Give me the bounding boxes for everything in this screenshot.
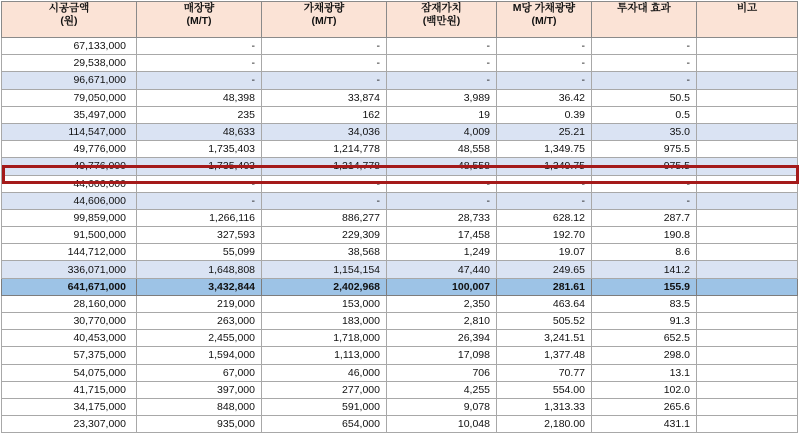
minable-amount-cell[interactable]: 183,000 [262,313,387,330]
minable-per-meter-cell[interactable]: 192.70 [497,227,592,244]
remarks-cell[interactable] [697,141,798,158]
remarks-cell[interactable] [697,278,798,295]
minable-amount-cell[interactable]: - [262,175,387,192]
minable-per-meter-cell[interactable]: - [497,175,592,192]
table-row [2,141,798,158]
reserves-cell[interactable]: 327,593 [137,227,262,244]
construction-cost-cell[interactable]: 49,776,000 [2,141,137,158]
remarks-cell[interactable] [697,192,798,209]
total-row [2,278,798,295]
potential-value-cell[interactable]: 4,009 [387,123,497,140]
investment-effect-cell[interactable]: 431.1 [592,416,697,433]
reserves-cell[interactable]: 3,432,844 [137,278,262,295]
construction-cost-cell[interactable]: 30,770,000 [2,313,137,330]
table-row [2,227,798,244]
reserves-cell[interactable]: - [137,38,262,55]
investment-effect-cell[interactable]: 35.0 [592,123,697,140]
minable-amount-cell[interactable]: 591,000 [262,398,387,415]
minable-per-meter-cell[interactable]: 2,180.00 [497,416,592,433]
reserves-cell[interactable]: 1,735,403 [137,158,262,175]
remarks-cell[interactable] [697,330,798,347]
minable-amount-cell[interactable]: 1,214,778 [262,158,387,175]
potential-value-cell[interactable]: 17,098 [387,347,497,364]
potential-value-cell[interactable]: - [387,175,497,192]
minable-amount-cell[interactable]: 2,402,968 [262,278,387,295]
table-row [2,313,798,330]
potential-value-cell[interactable]: - [387,38,497,55]
table-row [2,416,798,433]
construction-cost-cell[interactable]: 28,160,000 [2,295,137,312]
data-table [1,1,798,433]
minable-amount-cell[interactable]: 1,214,778 [262,141,387,158]
minable-amount-cell[interactable]: 229,309 [262,227,387,244]
potential-value-cell[interactable]: - [387,192,497,209]
construction-cost-cell[interactable]: 79,050,000 [2,89,137,106]
investment-effect-cell[interactable]: 975.5 [592,158,697,175]
table-row [2,106,798,123]
construction-cost-cell[interactable]: 641,671,000 [2,278,137,295]
table-row [2,123,798,140]
remarks-cell[interactable] [697,416,798,433]
table-row [2,295,798,312]
construction-cost-cell[interactable]: 54,075,000 [2,364,137,381]
construction-cost-cell[interactable]: 44,606,000 [2,192,137,209]
minable-per-meter-cell[interactable]: 25.21 [497,123,592,140]
minable-per-meter-cell[interactable]: 1,349.75 [497,141,592,158]
reserves-cell[interactable]: 48,633 [137,123,262,140]
reserves-cell[interactable]: 1,594,000 [137,347,262,364]
investment-effect-cell[interactable]: - [592,192,697,209]
header-remarks: 비고 [697,2,798,38]
minable-amount-cell[interactable]: 1,113,000 [262,347,387,364]
reserves-cell[interactable]: 1,648,808 [137,261,262,278]
potential-value-cell[interactable]: 48,558 [387,141,497,158]
remarks-cell[interactable] [697,158,798,175]
construction-cost-cell[interactable]: 99,859,000 [2,209,137,226]
reserves-cell[interactable]: - [137,192,262,209]
reserves-cell[interactable]: 848,000 [137,398,262,415]
reserves-cell[interactable]: - [137,175,262,192]
investment-effect-cell[interactable]: 0.5 [592,106,697,123]
remarks-cell[interactable] [697,55,798,72]
reserves-cell[interactable]: 67,000 [137,364,262,381]
remarks-cell[interactable] [697,244,798,261]
investment-effect-cell[interactable]: 975.5 [592,141,697,158]
table-row [2,347,798,364]
reserves-cell[interactable]: 2,455,000 [137,330,262,347]
reserves-cell[interactable]: 397,000 [137,381,262,398]
remarks-cell[interactable] [697,175,798,192]
investment-effect-cell[interactable]: 83.5 [592,295,697,312]
table-row [2,244,798,261]
investment-effect-cell[interactable]: 190.8 [592,227,697,244]
table-row [2,89,798,106]
header-minable-per-meter: M당 가채광량 (M/T) [497,2,592,38]
construction-cost-cell[interactable]: 96,671,000 [2,72,137,89]
minable-per-meter-cell[interactable]: 36.42 [497,89,592,106]
remarks-cell[interactable] [697,123,798,140]
construction-cost-cell[interactable]: 114,547,000 [2,123,137,140]
table-row [2,398,798,415]
remarks-cell[interactable] [697,313,798,330]
minable-amount-cell[interactable]: 277,000 [262,381,387,398]
minable-amount-cell[interactable]: - [262,192,387,209]
reserves-cell[interactable]: 235 [137,106,262,123]
minable-per-meter-cell[interactable]: - [497,192,592,209]
table-row [2,381,798,398]
table-row [2,261,798,278]
reserves-cell[interactable]: 1,266,116 [137,209,262,226]
construction-cost-cell[interactable]: 336,071,000 [2,261,137,278]
remarks-cell[interactable] [697,227,798,244]
remarks-cell[interactable] [697,398,798,415]
minable-amount-cell[interactable]: 46,000 [262,364,387,381]
minable-per-meter-cell[interactable]: 3,241.51 [497,330,592,347]
investment-effect-cell[interactable]: 102.0 [592,381,697,398]
header-reserves: 매장량 (M/T) [137,2,262,38]
construction-cost-cell[interactable]: 49,776,000 [2,158,137,175]
reserves-cell[interactable]: 1,735,403 [137,141,262,158]
reserves-cell[interactable]: - [137,55,262,72]
investment-effect-cell[interactable]: - [592,175,697,192]
reserves-cell[interactable]: 55,099 [137,244,262,261]
remarks-cell[interactable] [697,38,798,55]
construction-cost-cell[interactable]: 34,175,000 [2,398,137,415]
investment-effect-cell[interactable]: 287.7 [592,209,697,226]
investment-effect-cell[interactable]: 91.3 [592,313,697,330]
minable-per-meter-cell[interactable]: - [497,55,592,72]
minable-per-meter-cell[interactable]: 19.07 [497,244,592,261]
minable-amount-cell[interactable]: 38,568 [262,244,387,261]
remarks-cell[interactable] [697,381,798,398]
potential-value-cell[interactable]: 3,989 [387,89,497,106]
investment-effect-cell[interactable]: 141.2 [592,261,697,278]
minable-amount-cell[interactable]: 153,000 [262,295,387,312]
minable-amount-cell[interactable]: - [262,72,387,89]
potential-value-cell[interactable]: 17,458 [387,227,497,244]
remarks-cell[interactable] [697,106,798,123]
reserves-cell[interactable]: 219,000 [137,295,262,312]
investment-effect-cell[interactable]: 265.6 [592,398,697,415]
minable-per-meter-cell[interactable]: 628.12 [497,209,592,226]
header-minable-amount: 가채광량 (M/T) [262,2,387,38]
potential-value-cell[interactable]: 706 [387,364,497,381]
construction-cost-cell[interactable]: 44,606,000 [2,175,137,192]
potential-value-cell[interactable]: 48,558 [387,158,497,175]
reserves-cell[interactable]: 935,000 [137,416,262,433]
remarks-cell[interactable] [697,347,798,364]
remarks-cell[interactable] [697,364,798,381]
table-row [2,72,798,89]
investment-effect-cell[interactable]: 8.6 [592,244,697,261]
minable-amount-cell[interactable]: 654,000 [262,416,387,433]
potential-value-cell[interactable]: 2,810 [387,313,497,330]
potential-value-cell[interactable]: 100,007 [387,278,497,295]
minable-per-meter-cell[interactable]: - [497,38,592,55]
construction-cost-cell[interactable]: 57,375,000 [2,347,137,364]
minable-amount-cell[interactable]: 1,718,000 [262,330,387,347]
header-potential-value: 잠재가치 (백만원) [387,2,497,38]
minable-per-meter-cell[interactable]: 505.52 [497,313,592,330]
investment-effect-cell[interactable]: 652.5 [592,330,697,347]
construction-cost-cell[interactable]: 144,712,000 [2,244,137,261]
table-row [2,364,798,381]
investment-effect-cell[interactable]: 298.0 [592,347,697,364]
table-row [2,38,798,55]
minable-amount-cell[interactable]: - [262,38,387,55]
potential-value-cell[interactable]: 1,249 [387,244,497,261]
remarks-cell[interactable] [697,261,798,278]
minable-per-meter-cell[interactable]: 1,313.33 [497,398,592,415]
potential-value-cell[interactable]: 10,048 [387,416,497,433]
header-investment-effect: 투자대 효과 [592,2,697,38]
construction-cost-cell[interactable]: 35,497,000 [2,106,137,123]
potential-value-cell[interactable]: - [387,55,497,72]
minable-amount-cell[interactable]: 33,874 [262,89,387,106]
minable-amount-cell[interactable]: 886,277 [262,209,387,226]
potential-value-cell[interactable]: 2,350 [387,295,497,312]
minable-per-meter-cell[interactable]: 70.77 [497,364,592,381]
minable-amount-cell[interactable]: 34,036 [262,123,387,140]
potential-value-cell[interactable]: 47,440 [387,261,497,278]
minable-amount-cell[interactable]: - [262,55,387,72]
construction-cost-cell[interactable]: 67,133,000 [2,38,137,55]
header-construction-cost: 시공금액 (원) [2,2,137,38]
reserves-cell[interactable]: 263,000 [137,313,262,330]
remarks-cell[interactable] [697,295,798,312]
investment-effect-cell[interactable]: 155.9 [592,278,697,295]
minable-per-meter-cell[interactable]: 463.64 [497,295,592,312]
investment-effect-cell[interactable]: 50.5 [592,89,697,106]
minable-per-meter-cell[interactable]: 249.65 [497,261,592,278]
potential-value-cell[interactable]: - [387,72,497,89]
minable-per-meter-cell[interactable]: - [497,72,592,89]
minable-amount-cell[interactable]: 1,154,154 [262,261,387,278]
table-row [2,175,798,192]
potential-value-cell[interactable]: 28,733 [387,209,497,226]
potential-value-cell[interactable]: 19 [387,106,497,123]
table-row [2,158,798,175]
potential-value-cell[interactable]: 26,394 [387,330,497,347]
potential-value-cell[interactable]: 4,255 [387,381,497,398]
construction-cost-cell[interactable]: 40,453,000 [2,330,137,347]
construction-cost-cell[interactable]: 23,307,000 [2,416,137,433]
remarks-cell[interactable] [697,209,798,226]
table-row [2,192,798,209]
potential-value-cell[interactable]: 9,078 [387,398,497,415]
investment-effect-cell[interactable]: - [592,72,697,89]
minable-per-meter-cell[interactable]: 0.39 [497,106,592,123]
remarks-cell[interactable] [697,89,798,106]
table-row [2,55,798,72]
table-row [2,330,798,347]
minable-per-meter-cell[interactable]: 554.00 [497,381,592,398]
minable-per-meter-cell[interactable]: 1,349.75 [497,158,592,175]
table-row [2,209,798,226]
construction-cost-cell[interactable]: 91,500,000 [2,227,137,244]
reserves-cell[interactable]: 48,398 [137,89,262,106]
minable-per-meter-cell[interactable]: 281.61 [497,278,592,295]
header-row [2,2,798,38]
minable-per-meter-cell[interactable]: 1,377.48 [497,347,592,364]
construction-cost-cell[interactable]: 29,538,000 [2,55,137,72]
investment-effect-cell[interactable]: 13.1 [592,364,697,381]
investment-effect-cell[interactable]: - [592,38,697,55]
investment-effect-cell[interactable]: - [592,55,697,72]
minable-amount-cell[interactable]: 162 [262,106,387,123]
construction-cost-cell[interactable]: 41,715,000 [2,381,137,398]
reserves-cell[interactable]: - [137,72,262,89]
remarks-cell[interactable] [697,72,798,89]
